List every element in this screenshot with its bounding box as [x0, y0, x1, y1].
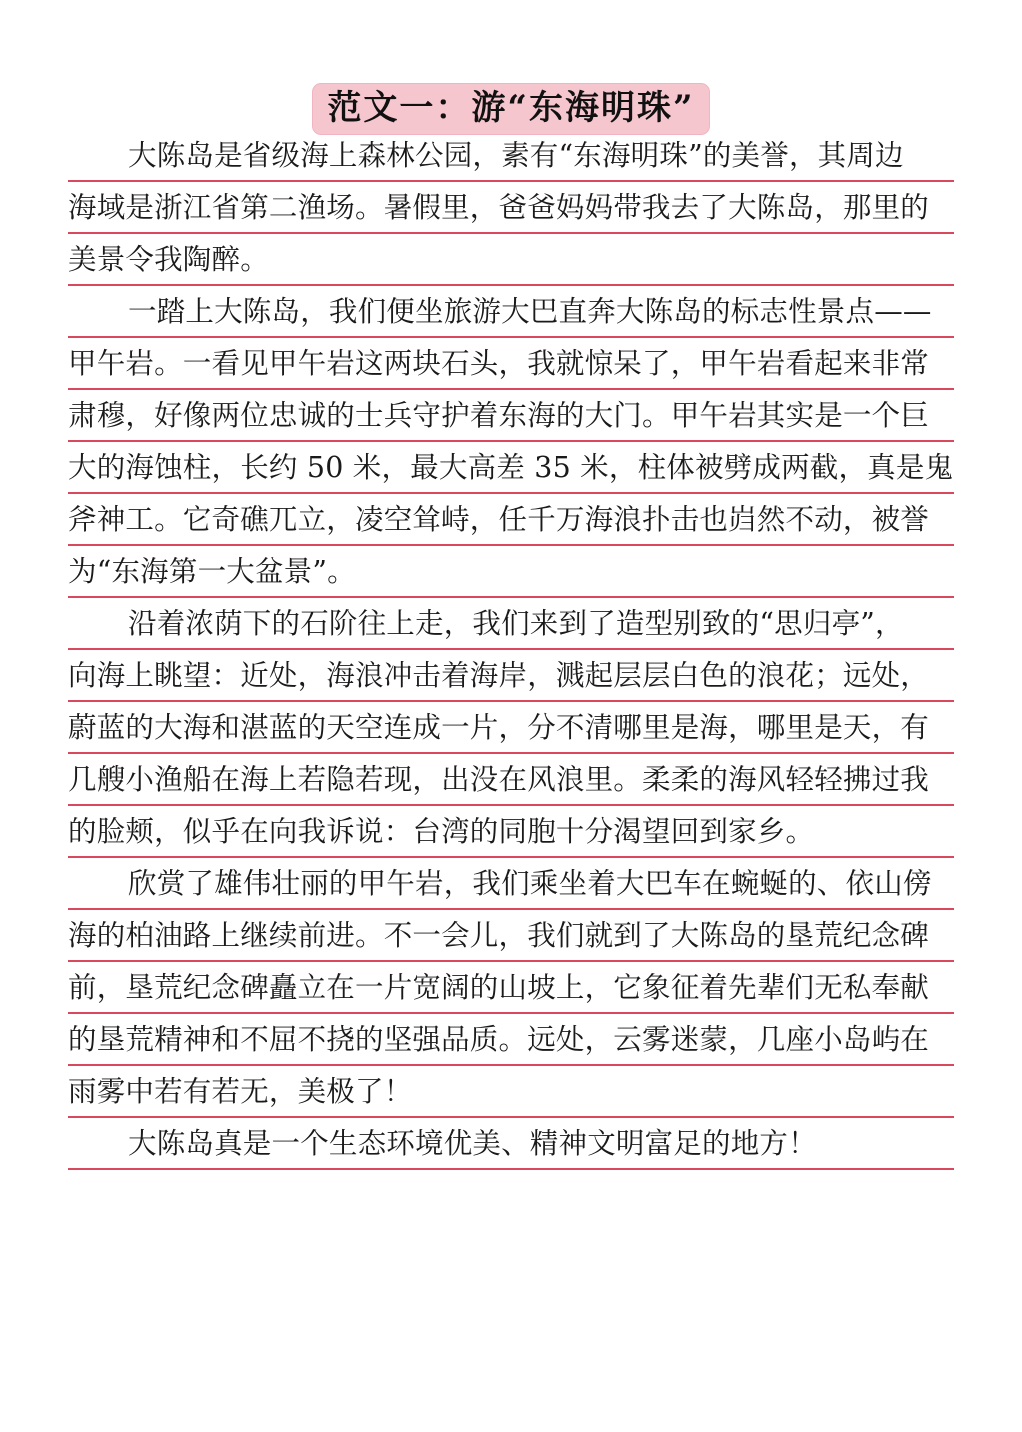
text-line: 前，垦荒纪念碑矗立在一片宽阔的山坡上，它象征着先辈们无私奉献 [68, 962, 954, 1014]
text-line: 大陈岛是省级海上森林公园，素有“东海明珠”的美誉，其周边 [68, 130, 954, 182]
text-line: 几艘小渔船在海上若隐若现，出没在风浪里。柔柔的海风轻轻拂过我 [68, 754, 954, 806]
text-line: 大陈岛真是一个生态环境优美、精神文明富足的地方！ [68, 1118, 954, 1170]
text-line: 的脸颊，似乎在向我诉说：台湾的同胞十分渴望回到家乡。 [68, 806, 954, 858]
text-line: 肃穆，好像两位忠诚的士兵守护着东海的大门。甲午岩其实是一个巨 [68, 390, 954, 442]
text-line: 大的海蚀柱，长约 50 米，最大高差 35 米，柱体被劈成两截，真是鬼 [68, 442, 954, 494]
essay-body [68, 130, 954, 1170]
text-line: 美景令我陶醉。 [68, 234, 954, 286]
text-line: 沿着浓荫下的石阶往上走，我们来到了造型别致的“思归亭”， [68, 598, 954, 650]
text-line: 一踏上大陈岛，我们便坐旅游大巴直奔大陈岛的标志性景点—— [68, 286, 954, 338]
text-line: 蔚蓝的大海和湛蓝的天空连成一片，分不清哪里是海，哪里是天，有 [68, 702, 954, 754]
text-line: 向海上眺望：近处，海浪冲击着海岸，溅起层层白色的浪花；远处， [68, 650, 954, 702]
text-line: 斧神工。它奇礁兀立，凌空耸峙，任千万海浪扑击也岿然不动，被誉 [68, 494, 954, 546]
text-line: 的垦荒精神和不屈不挠的坚强品质。远处，云雾迷蒙，几座小岛屿在 [68, 1014, 954, 1066]
text-line: 雨雾中若有若无，美极了！ [68, 1066, 954, 1118]
text-line: 甲午岩。一看见甲午岩这两块石头，我就惊呆了，甲午岩看起来非常 [68, 338, 954, 390]
text-line: 海的柏油路上继续前进。不一会儿，我们就到了大陈岛的垦荒纪念碑 [68, 910, 954, 962]
text-line: 海域是浙江省第二渔场。暑假里，爸爸妈妈带我去了大陈岛，那里的 [68, 182, 954, 234]
text-line: 欣赏了雄伟壮丽的甲午岩，我们乘坐着大巴车在蜿蜒的、依山傍 [68, 858, 954, 910]
essay-title: 范文一：游“东海明珠” [313, 84, 708, 134]
text-line: 为“东海第一大盆景”。 [68, 546, 954, 598]
title-container [0, 84, 1022, 134]
